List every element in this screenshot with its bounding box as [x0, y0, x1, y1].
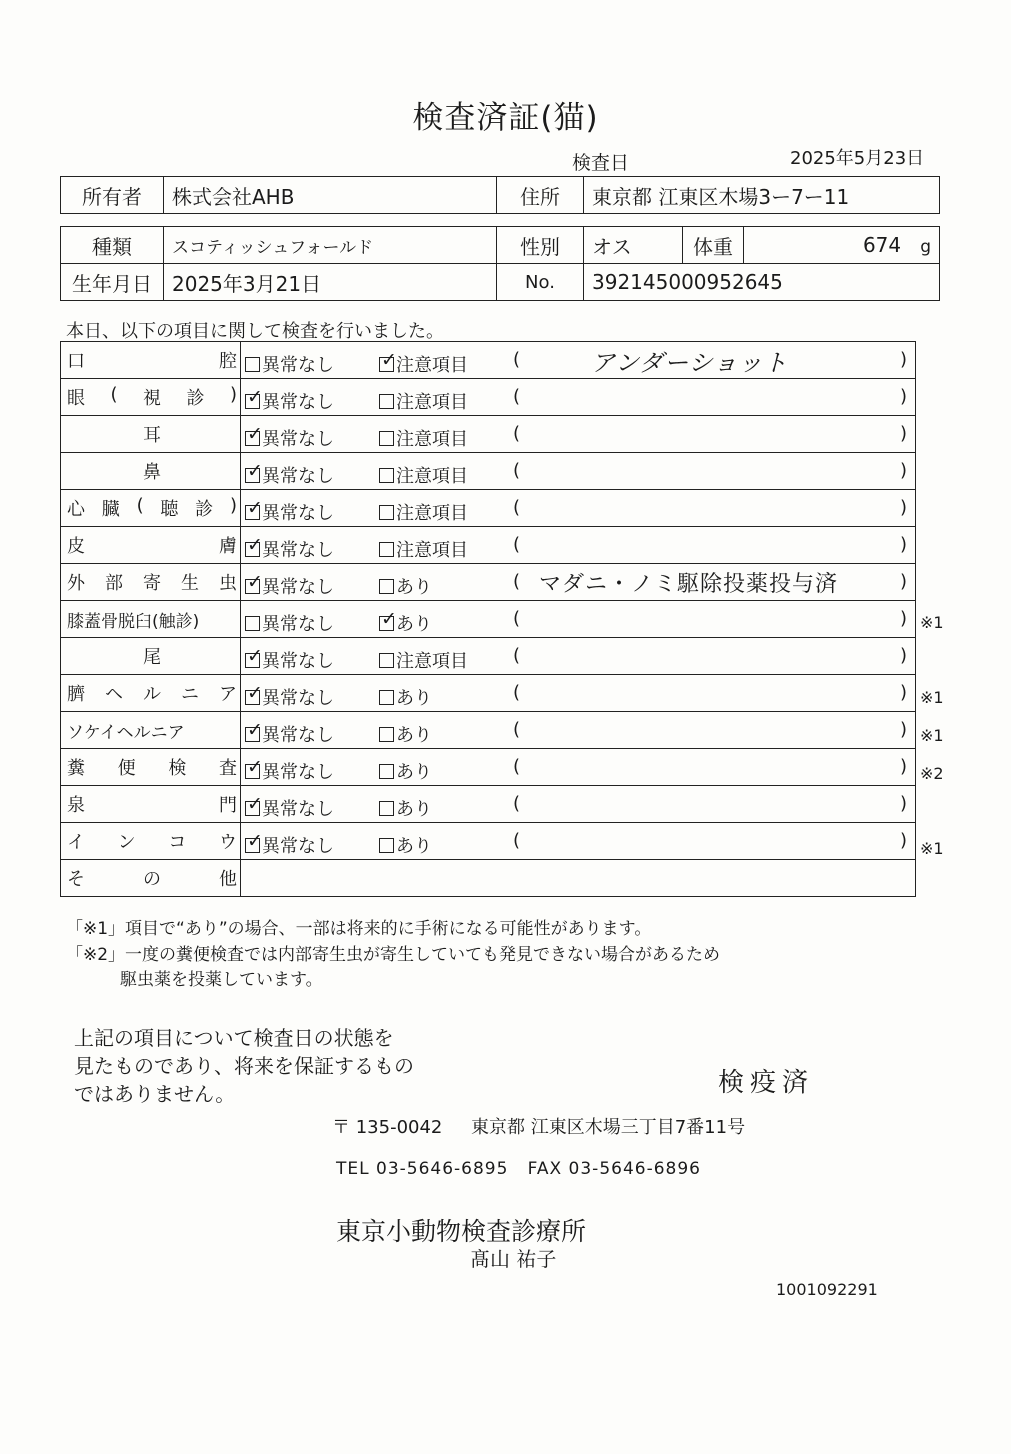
checked-box-icon: [245, 579, 260, 594]
checklist-row-other: [61, 860, 916, 897]
normal-checkbox[interactable]: [245, 462, 334, 488]
postal-code: 〒 135-0042: [332, 1117, 443, 1138]
label-char: (: [110, 384, 118, 405]
checklist-item-label: [61, 712, 241, 749]
attention-checkbox[interactable]: [379, 462, 468, 488]
attention-checkbox-label: 注意項目: [396, 466, 468, 487]
clinic-tel: TEL 03-5646-6895: [336, 1159, 509, 1179]
paren-close: ): [899, 756, 907, 777]
normal-checkbox-label: 異常なし: [262, 688, 334, 709]
paren-open: (: [513, 386, 521, 407]
clinic-address: [332, 1113, 745, 1139]
normal-checkbox-label: 異常なし: [262, 614, 334, 635]
checklist-row: [61, 564, 916, 601]
paren-close: ): [899, 460, 907, 481]
label-char: 門: [219, 795, 237, 816]
label-char: 臓: [101, 499, 120, 520]
label-char: 生: [181, 573, 199, 594]
birth-label: 生年月日: [61, 264, 164, 301]
footnote-1: 「※1」項目で“あり”の場合、一部は将来的に手術になる可能性があります。: [66, 919, 652, 939]
label-char: 眼: [67, 388, 85, 409]
checked-box-icon: [379, 357, 394, 372]
attention-checkbox-label: 注意項目: [396, 355, 468, 376]
empty-box-icon: [379, 690, 394, 705]
attention-checkbox-label: あり: [396, 577, 432, 598]
checklist-item-text: [67, 754, 237, 780]
label-char: 視: [143, 388, 161, 409]
checklist-item-label: [61, 490, 241, 527]
label-char: イ: [67, 832, 85, 853]
empty-box-icon: [379, 838, 394, 853]
normal-checkbox[interactable]: [245, 351, 334, 377]
address-value: 東京都 江東区木場3ー7ー11: [584, 177, 940, 214]
checklist-row: [61, 527, 916, 564]
attention-checkbox[interactable]: [379, 721, 432, 747]
footnote-mark: ※1: [920, 726, 944, 745]
checklist-item-text: [67, 384, 237, 410]
checklist-item-result: [241, 527, 916, 564]
paren-open: (: [513, 608, 521, 629]
label-char: 臍: [67, 684, 85, 705]
checklist-item-label: [61, 601, 241, 638]
inspection-date-label: 検査日: [572, 152, 630, 174]
no-value: 392145000952645: [584, 264, 940, 301]
attention-checkbox[interactable]: [379, 425, 468, 451]
checklist-item-label: [61, 379, 241, 416]
empty-box-icon: [379, 579, 394, 594]
empty-box-icon: [379, 542, 394, 557]
normal-checkbox[interactable]: [245, 573, 334, 599]
checklist-item-result: [241, 749, 916, 786]
footnote-mark: ※1: [920, 613, 944, 633]
normal-checkbox[interactable]: [245, 721, 334, 747]
attention-checkbox[interactable]: [379, 388, 468, 414]
footnote-mark: ※1: [920, 838, 944, 858]
checklist-item-result: [241, 564, 916, 601]
checklist-row: [61, 675, 916, 712]
checklist-item-label: [61, 823, 241, 860]
label-char: 耳: [143, 425, 161, 446]
checklist-item-result: [241, 379, 916, 416]
checked-box-icon: [245, 394, 260, 409]
attention-checkbox-label: あり: [396, 725, 432, 746]
empty-box-icon: [379, 653, 394, 668]
label-char: 虫: [219, 573, 237, 594]
paren-close: ): [899, 534, 907, 555]
checklist-item-text: ソケイヘルニア: [67, 722, 185, 743]
checklist-item-text: [67, 495, 237, 521]
normal-checkbox-label: 異常なし: [262, 836, 334, 857]
owner-info-table: [60, 176, 940, 214]
owner-value: 株式会社AHB: [164, 177, 497, 214]
attention-checkbox-label: あり: [396, 836, 432, 857]
normal-checkbox-label: 異常なし: [262, 577, 334, 598]
normal-checkbox[interactable]: [245, 425, 334, 451]
empty-box-icon: [379, 764, 394, 779]
paren-open: (: [513, 682, 521, 703]
checklist-item-text: 膝蓋骨脱臼(触診): [67, 611, 200, 632]
label-char: ル: [143, 684, 161, 705]
label-char: 尾: [143, 647, 161, 668]
checklist-item-label: [61, 564, 241, 601]
checked-box-icon: [245, 727, 260, 742]
label-char: そ: [67, 869, 85, 890]
label-char: 鼻: [143, 462, 161, 483]
checklist-item-text: [67, 791, 237, 817]
label-char: 心: [67, 499, 85, 520]
label-char: ): [229, 495, 237, 516]
paren-open: (: [513, 645, 521, 666]
attention-checkbox-label: 注意項目: [396, 392, 468, 413]
attention-checkbox-label: 注意項目: [396, 540, 468, 561]
checklist-item-note: マダニ・ノミ駆除投薬投与済: [539, 572, 839, 597]
checklist-item-result: [241, 342, 916, 379]
checked-box-icon: [245, 542, 260, 557]
checklist-item-result: [241, 490, 916, 527]
label-char: 診: [186, 388, 205, 409]
checklist-row: [61, 416, 916, 453]
inspection-date: 2025年5月23日: [790, 148, 925, 169]
attention-checkbox[interactable]: [379, 610, 432, 636]
attention-checkbox[interactable]: [379, 684, 432, 710]
attention-checkbox[interactable]: [379, 795, 432, 821]
normal-checkbox-label: 異常なし: [262, 651, 334, 672]
owner-label: 所有者: [61, 177, 164, 214]
checklist-item-text: [67, 569, 237, 595]
sex-label: 性別: [497, 227, 584, 264]
paren-open: (: [513, 830, 521, 851]
weight-number: 674: [862, 233, 902, 257]
checked-box-icon: [245, 801, 260, 816]
checked-box-icon: [245, 431, 260, 446]
label-char: 査: [218, 758, 237, 779]
statement-line-3: ではありません。: [74, 1082, 236, 1106]
normal-checkbox-label: 異常なし: [262, 355, 334, 376]
normal-checkbox[interactable]: [245, 795, 334, 821]
checklist-item-result: [241, 416, 916, 453]
address-label: 住所: [497, 177, 584, 214]
paren-open: (: [513, 756, 521, 777]
label-char: 他: [219, 869, 237, 890]
label-char: 泉: [67, 795, 85, 816]
statement-line-1: 上記の項目について検査日の状態を: [74, 1026, 394, 1050]
normal-checkbox-label: 異常なし: [262, 466, 334, 487]
normal-checkbox-label: 異常なし: [262, 392, 334, 413]
paren-open: (: [513, 571, 521, 592]
label-char: ン: [117, 832, 136, 853]
checklist-item-result: [241, 712, 916, 749]
attention-checkbox[interactable]: [379, 536, 468, 562]
checklist-row: [61, 342, 916, 379]
breed-value: スコティッシュフォールド: [164, 227, 497, 264]
normal-checkbox[interactable]: [245, 499, 334, 525]
checklist-row: [61, 453, 916, 490]
attention-checkbox[interactable]: [379, 573, 432, 599]
footnote-mark: ※2: [920, 763, 944, 783]
paren-open: (: [513, 460, 521, 481]
checklist-item-result: [241, 601, 916, 638]
checked-box-icon: [245, 653, 260, 668]
weight-label: 体重: [683, 227, 744, 264]
normal-checkbox-label: 異常なし: [262, 725, 334, 746]
checklist-row: [61, 749, 916, 786]
attention-checkbox[interactable]: [379, 832, 432, 858]
intro-text: 本日、以下の項目に関して検査を行いました。: [66, 321, 444, 342]
other-label: [67, 865, 237, 891]
label-char: 口: [67, 351, 85, 372]
weight-unit: g: [920, 237, 931, 257]
attention-checkbox[interactable]: [379, 351, 468, 377]
label-char: ): [229, 384, 237, 405]
serial-number: 1001092291: [776, 1280, 878, 1299]
paren-close: ): [899, 645, 907, 666]
checklist-row: [61, 601, 916, 638]
clinic-name: 東京小動物検査診療所: [336, 1217, 587, 1246]
empty-box-icon: [379, 394, 394, 409]
paren-close: ): [899, 608, 907, 629]
normal-checkbox[interactable]: [245, 610, 334, 636]
checklist-item-label: [61, 527, 241, 564]
label-char: 部: [105, 573, 123, 594]
label-char: (: [136, 495, 144, 516]
footnote-2-cont: 駆虫薬を投薬しています。: [120, 970, 323, 990]
normal-checkbox-label: 異常なし: [262, 762, 334, 783]
label-char: ニ: [181, 684, 199, 705]
normal-checkbox-label: 異常なし: [262, 540, 334, 561]
label-char: 検: [168, 758, 187, 779]
paren-close: ): [899, 830, 907, 851]
attention-checkbox-label: 注意項目: [396, 503, 468, 524]
paren-close: ): [899, 386, 907, 407]
normal-checkbox[interactable]: [245, 832, 334, 858]
other-notes-field: [241, 860, 916, 897]
label-char: コ: [168, 832, 187, 853]
checklist-item-result: [241, 453, 916, 490]
empty-box-icon: [379, 505, 394, 520]
label-char: 腔: [219, 351, 237, 372]
attention-checkbox-label: あり: [396, 688, 432, 709]
checklist-item-result: [241, 823, 916, 860]
checklist-row: [61, 490, 916, 527]
checklist-item-label: [61, 786, 241, 823]
attention-checkbox[interactable]: [379, 758, 432, 784]
empty-box-icon: [245, 616, 260, 631]
statement-line-2: 見たものであり、将来を保証するもの: [74, 1054, 414, 1078]
empty-box-icon: [379, 431, 394, 446]
label-char: の: [143, 869, 161, 890]
label-char: 外: [67, 573, 85, 594]
attention-checkbox-label: 注意項目: [396, 429, 468, 450]
label-char: 寄: [143, 573, 161, 594]
checklist-item-label: [61, 675, 241, 712]
paren-close: ): [899, 571, 907, 592]
label-char: 皮: [67, 536, 85, 557]
checklist-item-note: アンダーショット: [591, 349, 789, 377]
page-title: 検査済証(猫): [412, 100, 599, 136]
quarantine-done-stamp: 検疫済: [718, 1068, 815, 1098]
normal-checkbox-label: 異常なし: [262, 503, 334, 524]
paren-close: ): [899, 423, 907, 444]
label-char: ヘ: [105, 684, 123, 705]
checklist-item-label: [61, 416, 241, 453]
footnote-mark: ※1: [920, 688, 944, 708]
checked-box-icon: [245, 505, 260, 520]
paren-open: (: [513, 793, 521, 814]
checklist-item-label: [61, 342, 241, 379]
checklist-item-label: [61, 638, 241, 675]
checklist-item-label: [61, 749, 241, 786]
birth-value: 2025年3月21日: [164, 264, 497, 301]
checklist-row: [61, 786, 916, 823]
paren-close: ): [899, 719, 907, 740]
checklist-row: [61, 712, 916, 749]
empty-box-icon: [245, 357, 260, 372]
normal-checkbox[interactable]: [245, 388, 334, 414]
label-char: 糞: [67, 758, 85, 779]
checklist-item-result: [241, 675, 916, 712]
checklist-item-text: [67, 421, 237, 447]
paren-open: (: [513, 423, 521, 444]
checklist-item-text: [67, 458, 237, 484]
checked-box-icon: [245, 690, 260, 705]
paren-open: (: [513, 719, 521, 740]
attention-checkbox-label: あり: [396, 799, 432, 820]
clinic-street-address: 東京都 江東区木場三丁目7番11号: [471, 1117, 746, 1138]
checklist-row: [61, 379, 916, 416]
checked-box-icon: [379, 616, 394, 631]
normal-checkbox-label: 異常なし: [262, 799, 334, 820]
checklist-row: [61, 638, 916, 675]
label-char: 聴: [160, 499, 179, 520]
empty-box-icon: [379, 727, 394, 742]
paren-open: (: [513, 497, 521, 518]
checklist-item-text: [67, 643, 237, 669]
normal-checkbox[interactable]: [245, 536, 334, 562]
normal-checkbox[interactable]: [245, 684, 334, 710]
checklist-item-text: [67, 680, 237, 706]
paren-close: ): [899, 497, 907, 518]
clinic-fax: FAX 03-5646-6896: [527, 1159, 701, 1179]
paren-close: ): [899, 793, 907, 814]
checklist-item-label: [61, 453, 241, 490]
attention-checkbox[interactable]: [379, 499, 468, 525]
normal-checkbox[interactable]: [245, 758, 334, 784]
empty-box-icon: [379, 801, 394, 816]
weight-value: [744, 227, 940, 264]
paren-open: (: [513, 349, 521, 370]
sex-value: オス: [584, 227, 683, 264]
attention-checkbox-label: 注意項目: [396, 651, 468, 672]
label-char: 膚: [219, 536, 237, 557]
label-char: 診: [195, 499, 214, 520]
label-char: 便: [117, 758, 136, 779]
checklist-item-result: [241, 638, 916, 675]
veterinarian-name: 髙山 祐子: [470, 1247, 557, 1271]
label-char: ア: [219, 684, 237, 705]
inspection-checklist: [60, 341, 916, 897]
attention-checkbox[interactable]: [379, 647, 468, 673]
checklist-item-text: [67, 347, 237, 373]
checklist-item-label: [61, 860, 241, 897]
paren-open: (: [513, 534, 521, 555]
animal-info-table: [60, 226, 940, 301]
checked-box-icon: [245, 838, 260, 853]
empty-box-icon: [379, 468, 394, 483]
paren-close: ): [899, 682, 907, 703]
footnote-2: 「※2」一度の糞便検査では内部寄生虫が寄生していても発見できない場合があるため: [66, 945, 721, 965]
checklist-item-text: [67, 532, 237, 558]
attention-checkbox-label: あり: [396, 762, 432, 783]
label-char: ウ: [218, 832, 237, 853]
checked-box-icon: [245, 764, 260, 779]
normal-checkbox[interactable]: [245, 647, 334, 673]
paren-close: ): [899, 349, 907, 370]
checklist-row: [61, 823, 916, 860]
checklist-item-text: [67, 828, 237, 854]
clinic-contact: [336, 1159, 701, 1179]
checked-box-icon: [245, 468, 260, 483]
checklist-item-result: [241, 786, 916, 823]
breed-label: 種類: [61, 227, 164, 264]
normal-checkbox-label: 異常なし: [262, 429, 334, 450]
attention-checkbox-label: あり: [396, 614, 432, 635]
no-label: No.: [497, 264, 584, 301]
